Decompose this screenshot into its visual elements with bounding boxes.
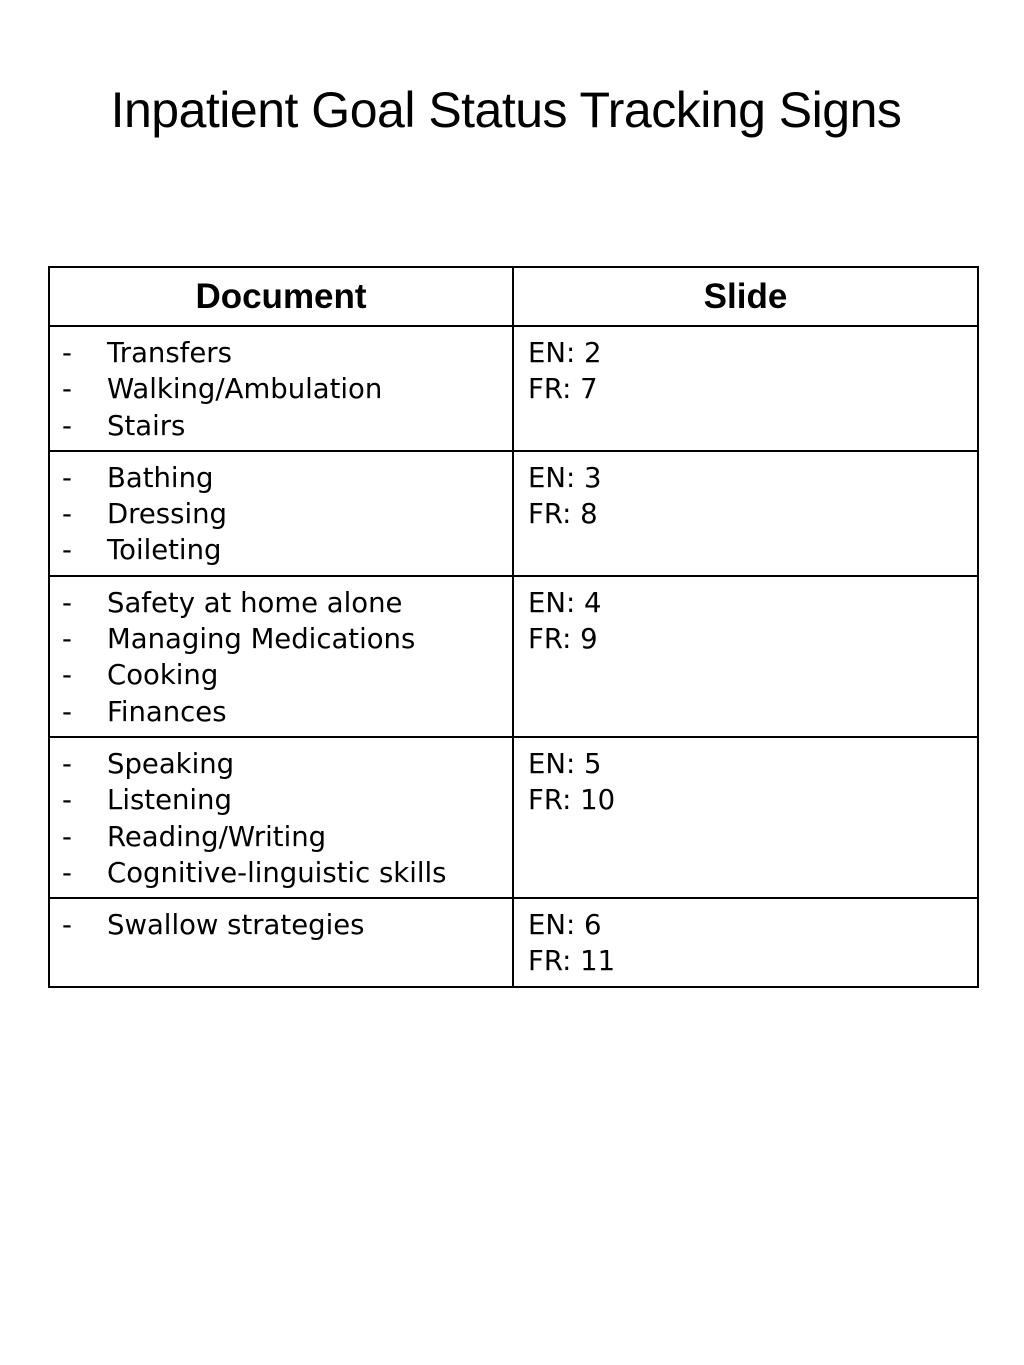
slide-en: EN: 4 — [528, 586, 602, 619]
list-item — [50, 621, 512, 657]
slide-fr: FR: 10 — [528, 784, 616, 817]
slide-fr: FR: 11 — [528, 945, 616, 978]
document-list — [50, 327, 512, 450]
list-item — [50, 496, 512, 532]
list-item-label: Safety at home alone — [107, 586, 403, 619]
slide-cell — [513, 576, 978, 737]
slide-en: EN: 3 — [528, 461, 602, 494]
list-item-label: Toileting — [107, 534, 222, 567]
dash-marker: - — [62, 498, 72, 531]
slide-en: EN: 5 — [528, 747, 602, 780]
list-item-label: Listening — [107, 784, 232, 817]
list-item — [50, 855, 512, 891]
dash-marker: - — [62, 534, 72, 567]
list-item — [50, 746, 512, 782]
column-header-slide: Slide — [513, 267, 978, 326]
slide-en: EN: 2 — [528, 337, 602, 369]
dash-marker: - — [62, 623, 72, 656]
list-item — [50, 819, 512, 855]
list-item-label: Speaking — [107, 747, 235, 780]
slide-cell — [513, 451, 978, 576]
document-cell — [49, 326, 513, 451]
list-item — [50, 694, 512, 730]
dash-marker: - — [62, 409, 72, 442]
dash-marker: - — [62, 820, 72, 853]
table-row — [49, 737, 978, 898]
list-item-label: Cognitive-linguistic skills — [107, 856, 447, 889]
dash-marker: - — [62, 695, 72, 728]
list-item-label: Bathing — [107, 461, 214, 494]
list-item-label: Stairs — [107, 409, 186, 442]
list-item — [50, 532, 512, 568]
dash-marker: - — [62, 747, 72, 780]
slide-cell — [513, 737, 978, 898]
document-list — [50, 738, 512, 897]
list-item-label: Managing Medications — [107, 623, 416, 656]
list-item-label: Cooking — [107, 659, 219, 692]
document-list — [50, 899, 512, 949]
list-item-label: Finances — [107, 695, 227, 728]
table-row — [49, 576, 978, 737]
page-title: Inpatient Goal Status Tracking Signs — [110, 82, 902, 138]
list-item — [50, 460, 512, 496]
list-item — [50, 371, 512, 407]
dash-marker: - — [62, 856, 72, 889]
slide-cell — [513, 326, 978, 451]
table-row — [49, 898, 978, 987]
document-list — [50, 452, 512, 575]
table-row — [49, 326, 978, 451]
dash-marker: - — [62, 373, 72, 406]
slide-fr: FR: 8 — [528, 498, 598, 531]
table-header-row — [49, 267, 978, 326]
dash-marker: - — [62, 784, 72, 817]
dash-marker: - — [62, 909, 72, 942]
dash-marker: - — [62, 461, 72, 494]
column-header-document: Document — [49, 267, 513, 326]
dash-marker: - — [62, 659, 72, 692]
list-item-label: Swallow strategies — [107, 909, 365, 942]
document-cell — [49, 451, 513, 576]
list-item-label: Dressing — [107, 498, 227, 531]
dash-marker: - — [62, 337, 72, 369]
dash-marker: - — [62, 586, 72, 619]
list-item — [50, 335, 512, 371]
document-cell — [49, 576, 513, 737]
document-cell — [49, 898, 513, 987]
slide-fr: FR: 7 — [528, 373, 598, 406]
list-item-label: Walking/Ambulation — [107, 373, 383, 406]
slide-cell — [513, 898, 978, 987]
list-item — [50, 657, 512, 693]
document-cell — [49, 737, 513, 898]
table-row — [49, 451, 978, 576]
slide-fr: FR: 9 — [528, 623, 598, 656]
slide-en: EN: 6 — [528, 909, 602, 942]
list-item-label: Transfers — [107, 337, 232, 369]
list-item — [50, 782, 512, 818]
list-item — [50, 907, 512, 943]
list-item — [50, 408, 512, 444]
list-item — [50, 585, 512, 621]
goal-status-table — [48, 266, 979, 988]
document-list — [50, 577, 512, 736]
list-item-label: Reading/Writing — [107, 820, 327, 853]
